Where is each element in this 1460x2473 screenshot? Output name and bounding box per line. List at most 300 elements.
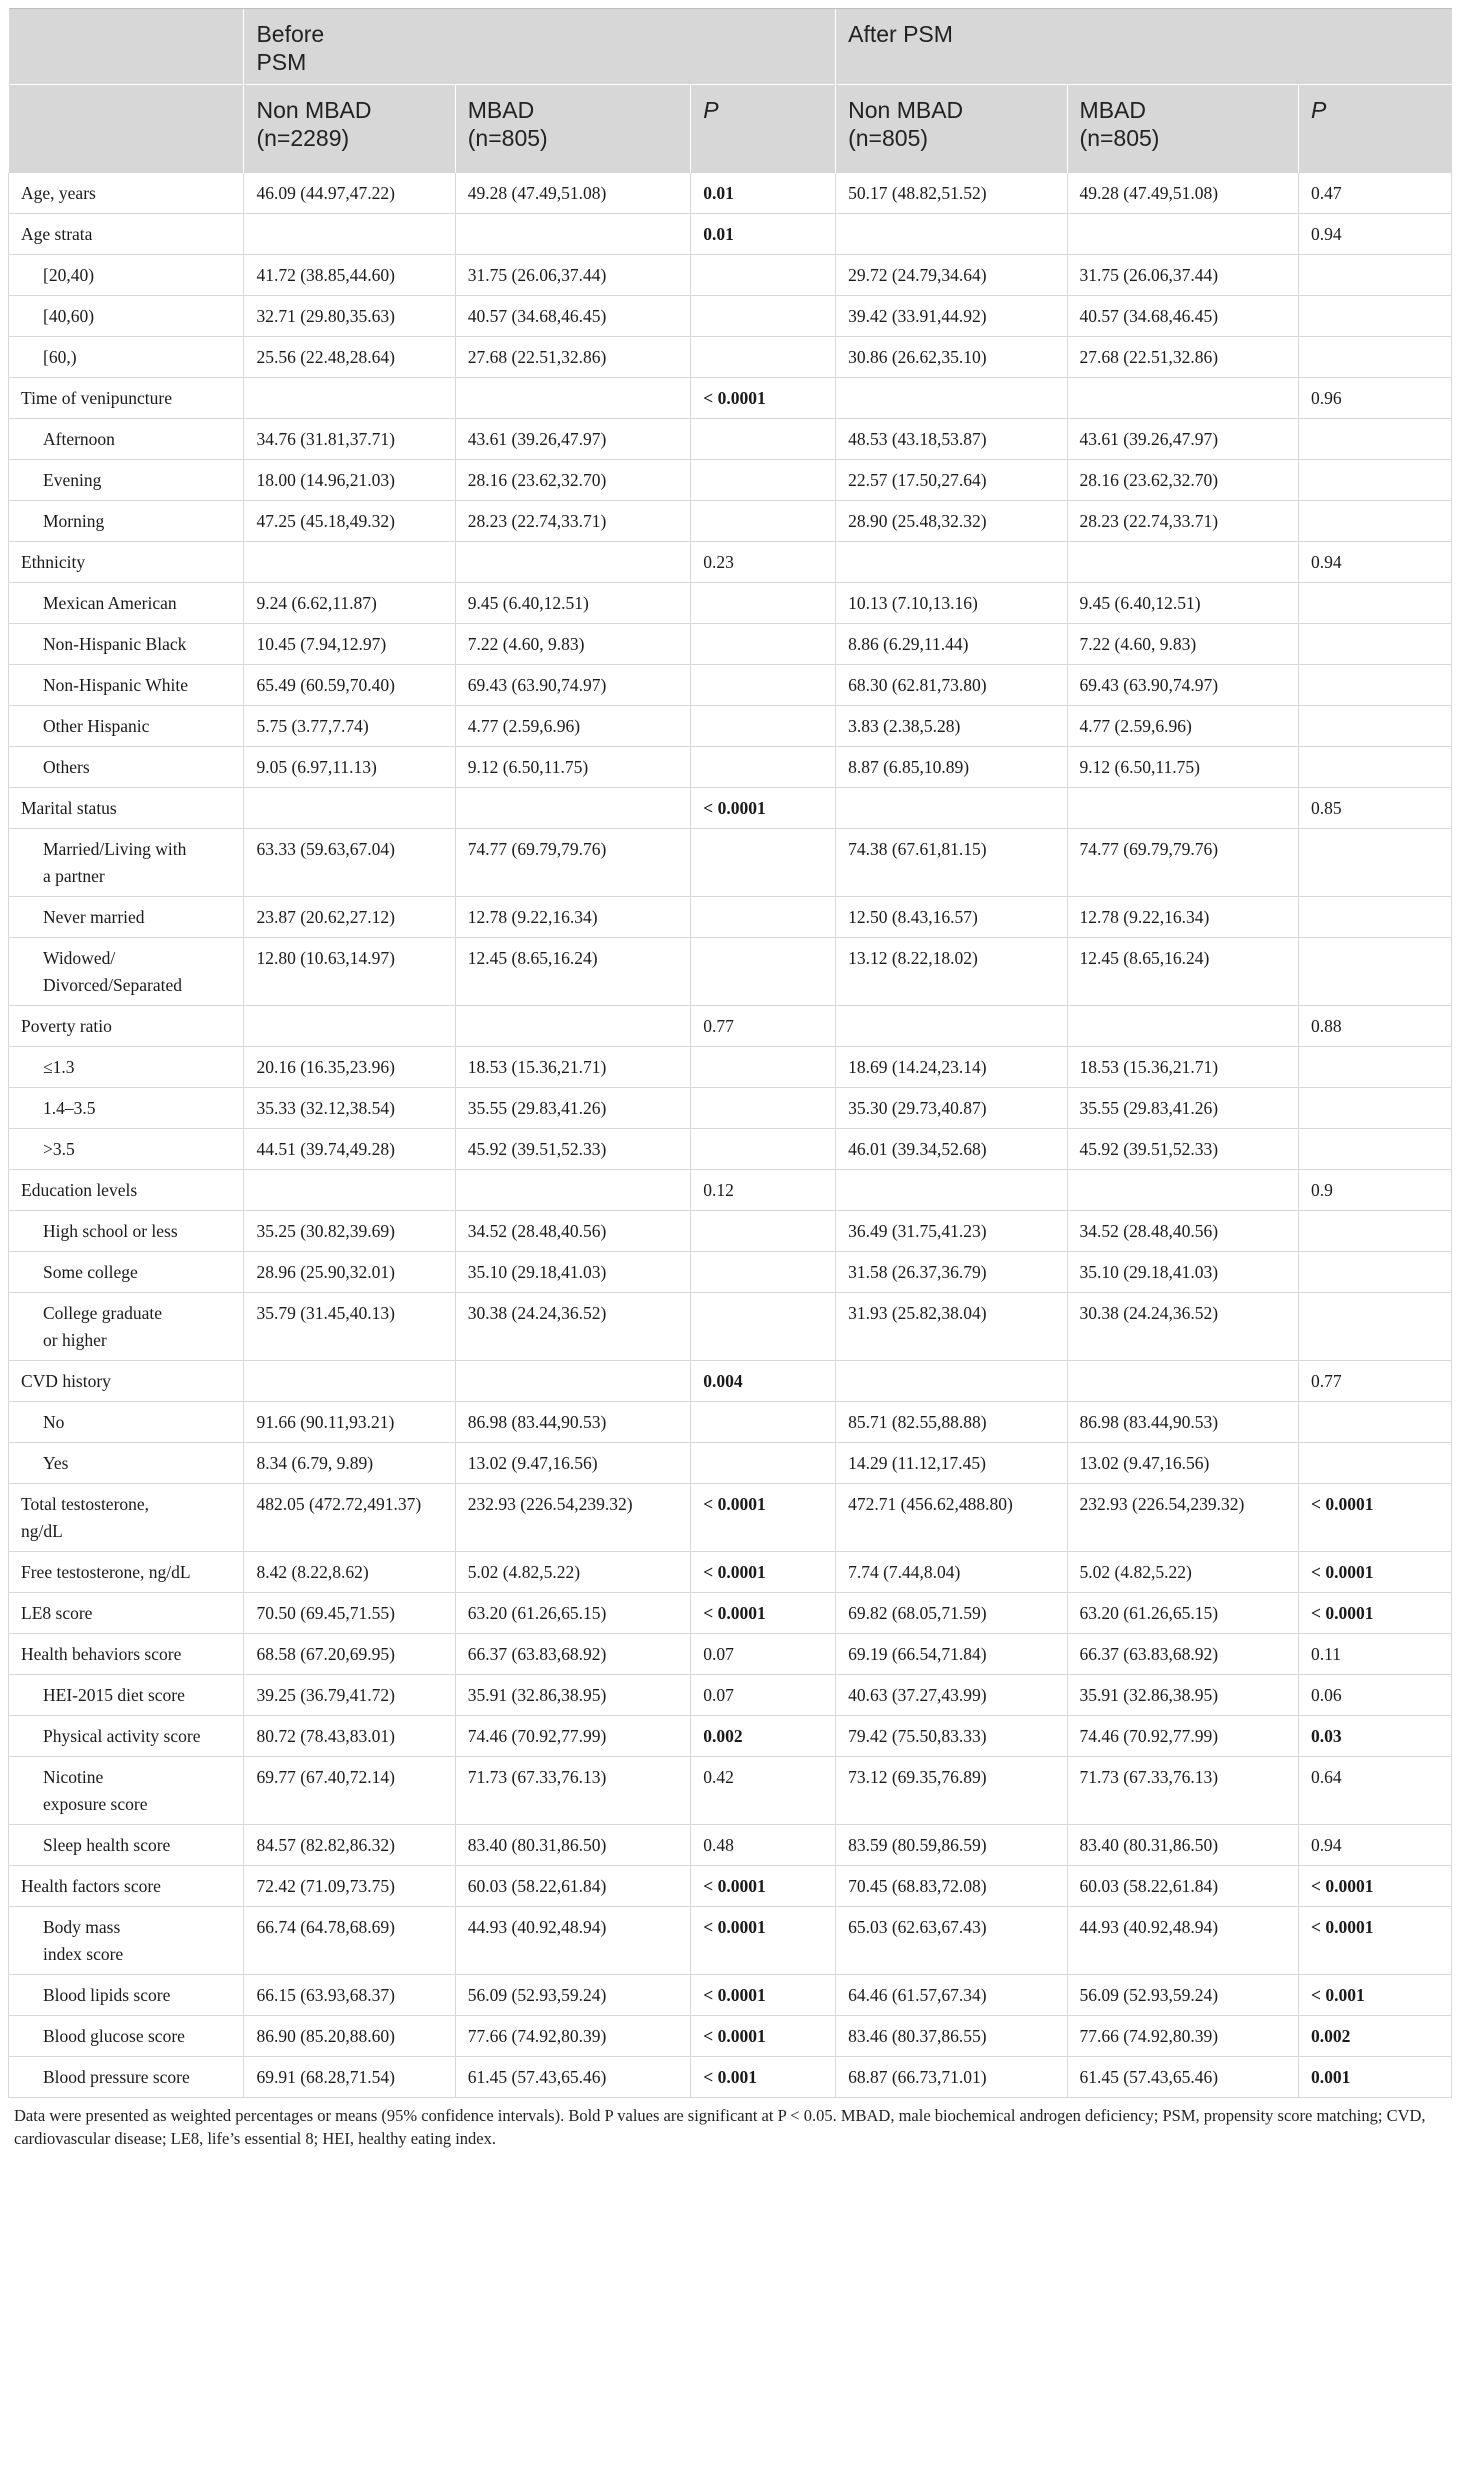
- row-label: Others: [9, 746, 244, 787]
- before-non-mbad-cell: 5.75 (3.77,7.74): [244, 705, 455, 746]
- after-mbad-cell: [1067, 1005, 1298, 1046]
- after-mbad-cell: 232.93 (226.54,239.32): [1067, 1483, 1298, 1551]
- before-mbad-cell: 43.61 (39.26,47.97): [455, 418, 690, 459]
- row-label: LE8 score: [9, 1592, 244, 1633]
- after-p-cell: [1298, 418, 1451, 459]
- before-p-cell: [691, 623, 836, 664]
- table-row: [9, 1906, 1452, 1974]
- after-p-cell: 0.002: [1298, 2015, 1451, 2056]
- table-header: [9, 9, 1452, 173]
- after-p-cell: < 0.0001: [1298, 1592, 1451, 1633]
- after-mbad-cell: [1067, 1169, 1298, 1210]
- before-non-mbad-cell: 9.24 (6.62,11.87): [244, 582, 455, 623]
- after-p-cell: [1298, 1046, 1451, 1087]
- before-non-mbad-cell: [244, 1005, 455, 1046]
- table-page: [8, 8, 1452, 2150]
- after-non-mbad-cell: 13.12 (8.22,18.02): [836, 937, 1067, 1005]
- before-p-cell: [691, 254, 836, 295]
- before-non-mbad-cell: 80.72 (78.43,83.01): [244, 1715, 455, 1756]
- after-p-cell: 0.03: [1298, 1715, 1451, 1756]
- before-mbad-cell: [455, 541, 690, 582]
- after-p-cell: [1298, 1401, 1451, 1442]
- after-mbad-cell: 12.78 (9.22,16.34): [1067, 896, 1298, 937]
- table-row: [9, 664, 1452, 705]
- after-p-cell: < 0.0001: [1298, 1865, 1451, 1906]
- before-p-cell: 0.42: [691, 1756, 836, 1824]
- row-label: Blood pressure score: [9, 2056, 244, 2097]
- col-before-mbad: MBAD (n=805): [455, 85, 690, 173]
- after-non-mbad-cell: 65.03 (62.63,67.43): [836, 1906, 1067, 1974]
- before-non-mbad-cell: 47.25 (45.18,49.32): [244, 500, 455, 541]
- after-non-mbad-cell: [836, 213, 1067, 254]
- col-after-mbad: MBAD (n=805): [1067, 85, 1298, 173]
- after-non-mbad-cell: 69.19 (66.54,71.84): [836, 1633, 1067, 1674]
- row-label: Health factors score: [9, 1865, 244, 1906]
- after-p-cell: [1298, 1251, 1451, 1292]
- before-mbad-cell: [455, 1360, 690, 1401]
- before-p-cell: < 0.0001: [691, 1551, 836, 1592]
- before-mbad-cell: 74.46 (70.92,77.99): [455, 1715, 690, 1756]
- before-mbad-cell: 4.77 (2.59,6.96): [455, 705, 690, 746]
- before-p-cell: < 0.0001: [691, 1974, 836, 2015]
- row-label: Blood lipids score: [9, 1974, 244, 2015]
- row-label: Evening: [9, 459, 244, 500]
- after-non-mbad-cell: 85.71 (82.55,88.88): [836, 1401, 1067, 1442]
- row-label: Ethnicity: [9, 541, 244, 582]
- row-label: Age strata: [9, 213, 244, 254]
- after-mbad-cell: [1067, 1360, 1298, 1401]
- after-p-cell: 0.11: [1298, 1633, 1451, 1674]
- after-p-cell: < 0.0001: [1298, 1906, 1451, 1974]
- before-mbad-cell: 13.02 (9.47,16.56): [455, 1442, 690, 1483]
- before-mbad-cell: 5.02 (4.82,5.22): [455, 1551, 690, 1592]
- after-p-cell: [1298, 1292, 1451, 1360]
- after-p-cell: 0.001: [1298, 2056, 1451, 2097]
- before-p-cell: [691, 896, 836, 937]
- after-mbad-cell: 69.43 (63.90,74.97): [1067, 664, 1298, 705]
- before-p-cell: 0.48: [691, 1824, 836, 1865]
- before-mbad-cell: 60.03 (58.22,61.84): [455, 1865, 690, 1906]
- before-mbad-cell: [455, 377, 690, 418]
- table-row: [9, 418, 1452, 459]
- before-non-mbad-cell: 44.51 (39.74,49.28): [244, 1128, 455, 1169]
- before-mbad-cell: 30.38 (24.24,36.52): [455, 1292, 690, 1360]
- after-mbad-cell: 5.02 (4.82,5.22): [1067, 1551, 1298, 1592]
- after-non-mbad-cell: 70.45 (68.83,72.08): [836, 1865, 1067, 1906]
- before-non-mbad-cell: [244, 1169, 455, 1210]
- table-row: [9, 541, 1452, 582]
- table-row: [9, 1715, 1452, 1756]
- after-non-mbad-cell: 10.13 (7.10,13.16): [836, 582, 1067, 623]
- table-row: [9, 1005, 1452, 1046]
- after-non-mbad-cell: 74.38 (67.61,81.15): [836, 828, 1067, 896]
- table-row: [9, 1360, 1452, 1401]
- before-p-cell: < 0.001: [691, 2056, 836, 2097]
- group-after-psm: After PSM: [836, 9, 1452, 85]
- row-label: ≤1.3: [9, 1046, 244, 1087]
- after-non-mbad-cell: 83.46 (80.37,86.55): [836, 2015, 1067, 2056]
- before-non-mbad-cell: 46.09 (44.97,47.22): [244, 173, 455, 214]
- before-p-cell: [691, 582, 836, 623]
- after-p-cell: [1298, 828, 1451, 896]
- row-label: No: [9, 1401, 244, 1442]
- before-p-cell: [691, 664, 836, 705]
- after-non-mbad-cell: 39.42 (33.91,44.92): [836, 295, 1067, 336]
- after-mbad-cell: [1067, 213, 1298, 254]
- before-mbad-cell: 66.37 (63.83,68.92): [455, 1633, 690, 1674]
- col-before-p: P: [691, 85, 836, 173]
- table-row: [9, 1087, 1452, 1128]
- after-non-mbad-cell: 8.86 (6.29,11.44): [836, 623, 1067, 664]
- before-p-cell: [691, 1210, 836, 1251]
- row-label: Poverty ratio: [9, 1005, 244, 1046]
- characteristics-table: [8, 8, 1452, 2098]
- after-mbad-cell: 7.22 (4.60, 9.83): [1067, 623, 1298, 664]
- before-p-cell: [691, 1251, 836, 1292]
- table-row: [9, 213, 1452, 254]
- after-non-mbad-cell: 18.69 (14.24,23.14): [836, 1046, 1067, 1087]
- before-non-mbad-cell: 65.49 (60.59,70.40): [244, 664, 455, 705]
- after-mbad-cell: 63.20 (61.26,65.15): [1067, 1592, 1298, 1633]
- before-non-mbad-cell: [244, 541, 455, 582]
- before-mbad-cell: [455, 1169, 690, 1210]
- col-after-non-mbad: Non MBAD (n=805): [836, 85, 1067, 173]
- after-p-cell: < 0.001: [1298, 1974, 1451, 2015]
- row-label: College graduate or higher: [9, 1292, 244, 1360]
- after-p-cell: < 0.0001: [1298, 1483, 1451, 1551]
- after-non-mbad-cell: [836, 377, 1067, 418]
- after-mbad-cell: [1067, 377, 1298, 418]
- before-p-cell: < 0.0001: [691, 2015, 836, 2056]
- before-p-cell: [691, 828, 836, 896]
- before-p-cell: [691, 459, 836, 500]
- table-row: [9, 787, 1452, 828]
- after-mbad-cell: 43.61 (39.26,47.97): [1067, 418, 1298, 459]
- table-row: [9, 746, 1452, 787]
- before-non-mbad-cell: 25.56 (22.48,28.64): [244, 336, 455, 377]
- before-non-mbad-cell: 8.34 (6.79, 9.89): [244, 1442, 455, 1483]
- before-non-mbad-cell: 86.90 (85.20,88.60): [244, 2015, 455, 2056]
- table-row: [9, 336, 1452, 377]
- before-mbad-cell: 77.66 (74.92,80.39): [455, 2015, 690, 2056]
- before-p-cell: 0.77: [691, 1005, 836, 1046]
- row-label: Education levels: [9, 1169, 244, 1210]
- before-p-cell: [691, 295, 836, 336]
- row-label: HEI-2015 diet score: [9, 1674, 244, 1715]
- row-label: Widowed/ Divorced/Separated: [9, 937, 244, 1005]
- after-mbad-cell: 18.53 (15.36,21.71): [1067, 1046, 1298, 1087]
- after-p-cell: 0.88: [1298, 1005, 1451, 1046]
- before-p-cell: [691, 1128, 836, 1169]
- before-mbad-cell: 27.68 (22.51,32.86): [455, 336, 690, 377]
- before-non-mbad-cell: 66.15 (63.93,68.37): [244, 1974, 455, 2015]
- before-p-cell: < 0.0001: [691, 787, 836, 828]
- before-mbad-cell: 40.57 (34.68,46.45): [455, 295, 690, 336]
- after-mbad-cell: 35.91 (32.86,38.95): [1067, 1674, 1298, 1715]
- after-non-mbad-cell: 12.50 (8.43,16.57): [836, 896, 1067, 937]
- before-non-mbad-cell: 482.05 (472.72,491.37): [244, 1483, 455, 1551]
- before-p-cell: [691, 937, 836, 1005]
- before-non-mbad-cell: 66.74 (64.78,68.69): [244, 1906, 455, 1974]
- row-label: Yes: [9, 1442, 244, 1483]
- after-p-cell: [1298, 1128, 1451, 1169]
- after-non-mbad-cell: 14.29 (11.12,17.45): [836, 1442, 1067, 1483]
- after-non-mbad-cell: 36.49 (31.75,41.23): [836, 1210, 1067, 1251]
- after-p-cell: 0.94: [1298, 213, 1451, 254]
- header-corner-lower: [9, 85, 244, 173]
- table-row: [9, 1292, 1452, 1360]
- table-row: [9, 1551, 1452, 1592]
- table-row: [9, 2015, 1452, 2056]
- before-mbad-cell: 35.10 (29.18,41.03): [455, 1251, 690, 1292]
- after-non-mbad-cell: 69.82 (68.05,71.59): [836, 1592, 1067, 1633]
- table-row: [9, 1401, 1452, 1442]
- before-mbad-cell: [455, 213, 690, 254]
- table-row: [9, 1592, 1452, 1633]
- after-non-mbad-cell: 40.63 (37.27,43.99): [836, 1674, 1067, 1715]
- after-non-mbad-cell: 472.71 (456.62,488.80): [836, 1483, 1067, 1551]
- row-label: [20,40): [9, 254, 244, 295]
- before-non-mbad-cell: 63.33 (59.63,67.04): [244, 828, 455, 896]
- before-p-cell: [691, 1292, 836, 1360]
- before-non-mbad-cell: [244, 213, 455, 254]
- after-p-cell: [1298, 1442, 1451, 1483]
- before-mbad-cell: 49.28 (47.49,51.08): [455, 173, 690, 214]
- after-p-cell: [1298, 1087, 1451, 1128]
- before-non-mbad-cell: 72.42 (71.09,73.75): [244, 1865, 455, 1906]
- before-non-mbad-cell: 39.25 (36.79,41.72): [244, 1674, 455, 1715]
- before-mbad-cell: 9.45 (6.40,12.51): [455, 582, 690, 623]
- table-row: [9, 1251, 1452, 1292]
- after-mbad-cell: 45.92 (39.51,52.33): [1067, 1128, 1298, 1169]
- before-non-mbad-cell: 34.76 (31.81,37.71): [244, 418, 455, 459]
- after-p-cell: 0.9: [1298, 1169, 1451, 1210]
- before-p-cell: [691, 1046, 836, 1087]
- col-before-non-mbad: Non MBAD (n=2289): [244, 85, 455, 173]
- after-non-mbad-cell: [836, 787, 1067, 828]
- before-p-cell: [691, 1442, 836, 1483]
- before-non-mbad-cell: 10.45 (7.94,12.97): [244, 623, 455, 664]
- row-label: Health behaviors score: [9, 1633, 244, 1674]
- before-p-cell: 0.01: [691, 173, 836, 214]
- after-mbad-cell: 9.12 (6.50,11.75): [1067, 746, 1298, 787]
- row-label: High school or less: [9, 1210, 244, 1251]
- row-label: Body mass index score: [9, 1906, 244, 1974]
- before-p-cell: 0.12: [691, 1169, 836, 1210]
- table-row: [9, 1128, 1452, 1169]
- before-mbad-cell: 12.45 (8.65,16.24): [455, 937, 690, 1005]
- after-p-cell: [1298, 937, 1451, 1005]
- table-row: [9, 937, 1452, 1005]
- after-non-mbad-cell: 29.72 (24.79,34.64): [836, 254, 1067, 295]
- before-non-mbad-cell: [244, 377, 455, 418]
- before-mbad-cell: 86.98 (83.44,90.53): [455, 1401, 690, 1442]
- after-mbad-cell: 34.52 (28.48,40.56): [1067, 1210, 1298, 1251]
- after-p-cell: [1298, 254, 1451, 295]
- after-p-cell: [1298, 459, 1451, 500]
- after-p-cell: 0.94: [1298, 541, 1451, 582]
- before-non-mbad-cell: 23.87 (20.62,27.12): [244, 896, 455, 937]
- before-p-cell: < 0.0001: [691, 1592, 836, 1633]
- after-p-cell: [1298, 336, 1451, 377]
- before-non-mbad-cell: 20.16 (16.35,23.96): [244, 1046, 455, 1087]
- before-mbad-cell: 74.77 (69.79,79.76): [455, 828, 690, 896]
- before-non-mbad-cell: 35.79 (31.45,40.13): [244, 1292, 455, 1360]
- before-p-cell: 0.002: [691, 1715, 836, 1756]
- after-p-cell: [1298, 896, 1451, 937]
- row-label: [60,): [9, 336, 244, 377]
- before-mbad-cell: 12.78 (9.22,16.34): [455, 896, 690, 937]
- before-p-cell: [691, 418, 836, 459]
- table-row: [9, 1674, 1452, 1715]
- after-p-cell: 0.77: [1298, 1360, 1451, 1401]
- before-non-mbad-cell: 69.91 (68.28,71.54): [244, 2056, 455, 2097]
- after-mbad-cell: 13.02 (9.47,16.56): [1067, 1442, 1298, 1483]
- before-p-cell: 0.23: [691, 541, 836, 582]
- before-non-mbad-cell: 9.05 (6.97,11.13): [244, 746, 455, 787]
- after-p-cell: [1298, 500, 1451, 541]
- after-p-cell: [1298, 623, 1451, 664]
- before-p-cell: [691, 746, 836, 787]
- table-row: [9, 623, 1452, 664]
- after-p-cell: [1298, 746, 1451, 787]
- before-mbad-cell: 69.43 (63.90,74.97): [455, 664, 690, 705]
- table-row: [9, 254, 1452, 295]
- before-non-mbad-cell: 18.00 (14.96,21.03): [244, 459, 455, 500]
- row-label: Physical activity score: [9, 1715, 244, 1756]
- before-p-cell: 0.004: [691, 1360, 836, 1401]
- after-non-mbad-cell: 8.87 (6.85,10.89): [836, 746, 1067, 787]
- after-p-cell: 0.47: [1298, 173, 1451, 214]
- after-mbad-cell: 40.57 (34.68,46.45): [1067, 295, 1298, 336]
- row-label: Some college: [9, 1251, 244, 1292]
- before-p-cell: [691, 705, 836, 746]
- after-p-cell: 0.94: [1298, 1824, 1451, 1865]
- before-mbad-cell: 7.22 (4.60, 9.83): [455, 623, 690, 664]
- after-p-cell: 0.64: [1298, 1756, 1451, 1824]
- before-mbad-cell: 232.93 (226.54,239.32): [455, 1483, 690, 1551]
- before-non-mbad-cell: 41.72 (38.85,44.60): [244, 254, 455, 295]
- after-mbad-cell: 49.28 (47.49,51.08): [1067, 173, 1298, 214]
- after-mbad-cell: 77.66 (74.92,80.39): [1067, 2015, 1298, 2056]
- after-non-mbad-cell: 35.30 (29.73,40.87): [836, 1087, 1067, 1128]
- after-mbad-cell: 35.55 (29.83,41.26): [1067, 1087, 1298, 1128]
- table-row: [9, 1210, 1452, 1251]
- after-mbad-cell: [1067, 541, 1298, 582]
- before-mbad-cell: 56.09 (52.93,59.24): [455, 1974, 690, 2015]
- before-non-mbad-cell: 8.42 (8.22,8.62): [244, 1551, 455, 1592]
- row-label: Married/Living with a partner: [9, 828, 244, 896]
- before-non-mbad-cell: 35.33 (32.12,38.54): [244, 1087, 455, 1128]
- before-mbad-cell: 83.40 (80.31,86.50): [455, 1824, 690, 1865]
- after-non-mbad-cell: 68.30 (62.81,73.80): [836, 664, 1067, 705]
- after-p-cell: [1298, 664, 1451, 705]
- after-mbad-cell: 12.45 (8.65,16.24): [1067, 937, 1298, 1005]
- table-row: [9, 500, 1452, 541]
- after-non-mbad-cell: 79.42 (75.50,83.33): [836, 1715, 1067, 1756]
- after-non-mbad-cell: 31.58 (26.37,36.79): [836, 1251, 1067, 1292]
- before-p-cell: [691, 1087, 836, 1128]
- before-mbad-cell: 31.75 (26.06,37.44): [455, 254, 690, 295]
- before-p-cell: 0.07: [691, 1633, 836, 1674]
- after-mbad-cell: 60.03 (58.22,61.84): [1067, 1865, 1298, 1906]
- after-mbad-cell: 28.16 (23.62,32.70): [1067, 459, 1298, 500]
- after-mbad-cell: 74.46 (70.92,77.99): [1067, 1715, 1298, 1756]
- after-mbad-cell: [1067, 787, 1298, 828]
- before-mbad-cell: 71.73 (67.33,76.13): [455, 1756, 690, 1824]
- row-label: CVD history: [9, 1360, 244, 1401]
- before-non-mbad-cell: 84.57 (82.82,86.32): [244, 1824, 455, 1865]
- before-p-cell: [691, 1401, 836, 1442]
- row-label: Free testosterone, ng/dL: [9, 1551, 244, 1592]
- before-non-mbad-cell: 68.58 (67.20,69.95): [244, 1633, 455, 1674]
- after-p-cell: [1298, 582, 1451, 623]
- table-row: [9, 2056, 1452, 2097]
- after-non-mbad-cell: [836, 1360, 1067, 1401]
- after-non-mbad-cell: 7.74 (7.44,8.04): [836, 1551, 1067, 1592]
- after-mbad-cell: 9.45 (6.40,12.51): [1067, 582, 1298, 623]
- row-label: Nicotine exposure score: [9, 1756, 244, 1824]
- before-non-mbad-cell: 28.96 (25.90,32.01): [244, 1251, 455, 1292]
- before-p-cell: [691, 500, 836, 541]
- after-non-mbad-cell: [836, 1169, 1067, 1210]
- after-mbad-cell: 27.68 (22.51,32.86): [1067, 336, 1298, 377]
- before-p-cell: 0.07: [691, 1674, 836, 1715]
- after-non-mbad-cell: 3.83 (2.38,5.28): [836, 705, 1067, 746]
- table-row: [9, 896, 1452, 937]
- table-row: [9, 1483, 1452, 1551]
- row-label: Total testosterone, ng/dL: [9, 1483, 244, 1551]
- after-non-mbad-cell: 48.53 (43.18,53.87): [836, 418, 1067, 459]
- row-label: Afternoon: [9, 418, 244, 459]
- after-mbad-cell: 74.77 (69.79,79.76): [1067, 828, 1298, 896]
- header-corner: [9, 9, 244, 85]
- after-mbad-cell: 56.09 (52.93,59.24): [1067, 1974, 1298, 2015]
- row-label: Never married: [9, 896, 244, 937]
- table-row: [9, 1865, 1452, 1906]
- row-label: Marital status: [9, 787, 244, 828]
- table-row: [9, 1974, 1452, 2015]
- table-row: [9, 1169, 1452, 1210]
- before-p-cell: < 0.0001: [691, 1906, 836, 1974]
- row-label: Time of venipuncture: [9, 377, 244, 418]
- after-non-mbad-cell: 46.01 (39.34,52.68): [836, 1128, 1067, 1169]
- after-p-cell: [1298, 705, 1451, 746]
- table-row: [9, 1633, 1452, 1674]
- after-non-mbad-cell: 31.93 (25.82,38.04): [836, 1292, 1067, 1360]
- row-label: Age, years: [9, 173, 244, 214]
- before-p-cell: < 0.0001: [691, 1483, 836, 1551]
- after-mbad-cell: 66.37 (63.83,68.92): [1067, 1633, 1298, 1674]
- after-mbad-cell: 4.77 (2.59,6.96): [1067, 705, 1298, 746]
- after-mbad-cell: 83.40 (80.31,86.50): [1067, 1824, 1298, 1865]
- after-p-cell: [1298, 1210, 1451, 1251]
- after-p-cell: 0.96: [1298, 377, 1451, 418]
- before-non-mbad-cell: 35.25 (30.82,39.69): [244, 1210, 455, 1251]
- table-row: [9, 1442, 1452, 1483]
- row-label: Non-Hispanic White: [9, 664, 244, 705]
- table-row: [9, 828, 1452, 896]
- after-non-mbad-cell: 83.59 (80.59,86.59): [836, 1824, 1067, 1865]
- before-mbad-cell: [455, 787, 690, 828]
- after-non-mbad-cell: 64.46 (61.57,67.34): [836, 1974, 1067, 2015]
- before-mbad-cell: 35.91 (32.86,38.95): [455, 1674, 690, 1715]
- after-p-cell: 0.85: [1298, 787, 1451, 828]
- before-mbad-cell: 28.16 (23.62,32.70): [455, 459, 690, 500]
- row-label: Sleep health score: [9, 1824, 244, 1865]
- after-mbad-cell: 30.38 (24.24,36.52): [1067, 1292, 1298, 1360]
- table-row: [9, 1756, 1452, 1824]
